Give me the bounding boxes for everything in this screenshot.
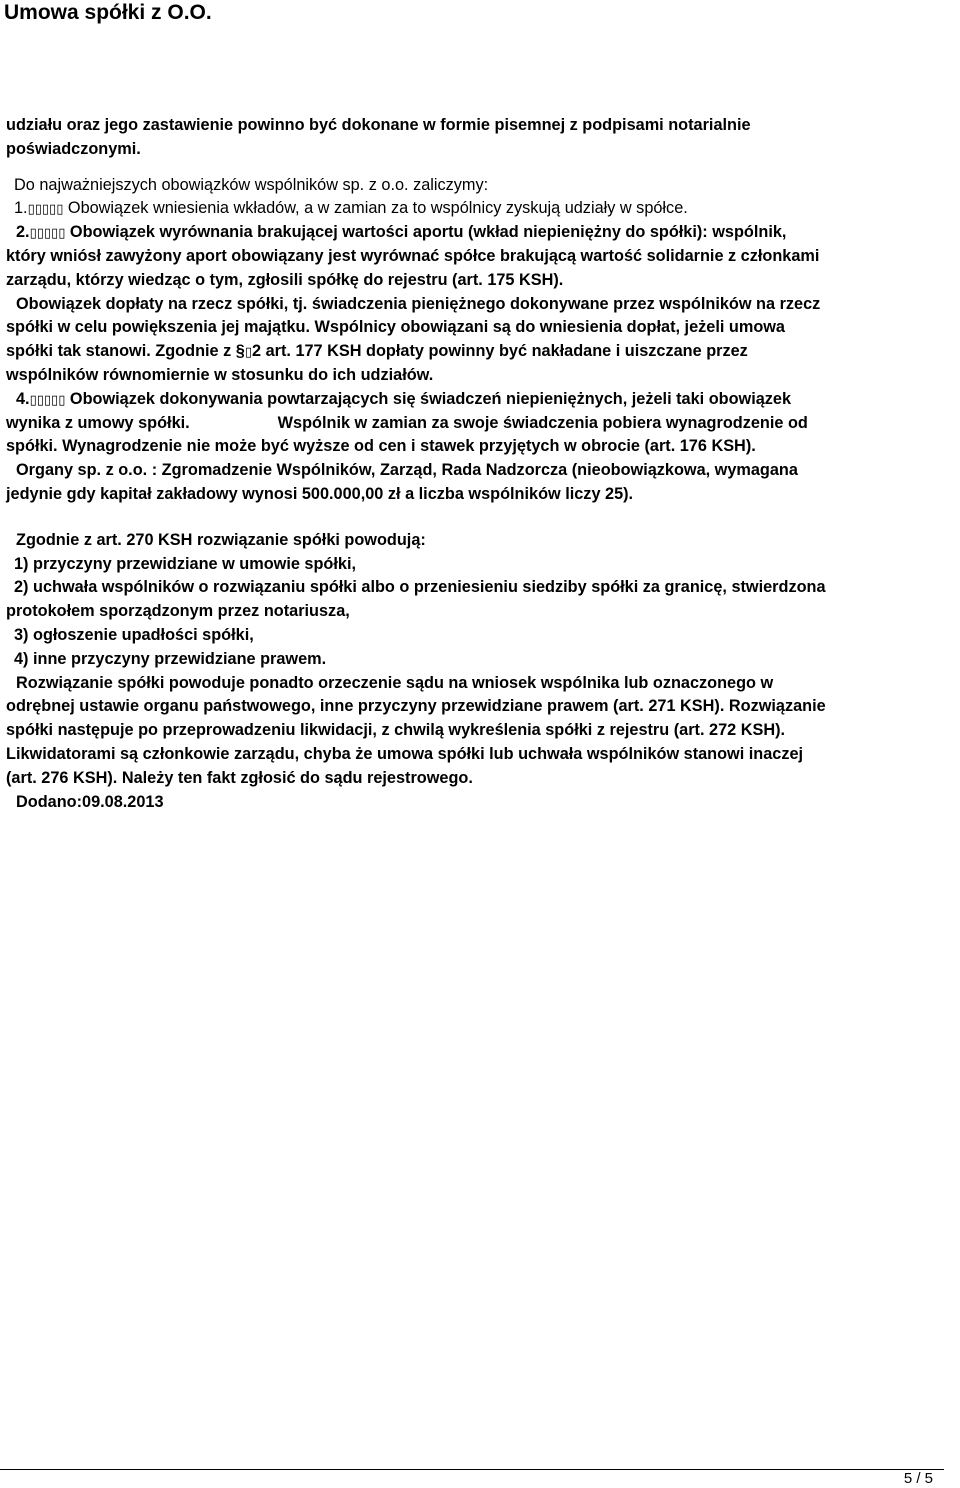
list-item: 4) inne przyczyny przewidziane prawem.: [14, 649, 327, 668]
obligation-item-3: Obowiązek dopłaty na rzecz spółki, tj. świadczenia pieniężnego dokonywane przez wspólników na rzecz: [16, 294, 821, 313]
paragraph-line: spółki następuje po przeprowadzeniu likwidacji, z chwilą wykreślenia spółki z rejestru (art. 272 KSH).: [6, 721, 786, 740]
paragraph-line: spółki. Wynagrodzenie nie może być wyższe od cen i stawek przyjętych w obrocie (art. 176 KSH).: [6, 437, 756, 456]
placeholder-glyphs: ▯▯▯▯▯: [29, 391, 66, 407]
document-body: [6, 114, 952, 814]
paragraph-line: Likwidatorami są członkowie zarządu, chyba że umowa spółki lub uchwała wspólników stanowi inaczej: [6, 744, 804, 763]
paragraph-line: zarządu, którzy wiedząc o tym, zgłosili spółkę do rejestru (art. 175 KSH).: [6, 270, 564, 289]
placeholder-glyph: ▯: [244, 344, 252, 360]
obligations-intro: Do najważniejszych obowiązków wspólników sp. z o.o. zaliczymy:: [14, 175, 489, 194]
paragraph-line: wspólników równomiernie w stosunku do ich udziałów.: [6, 365, 434, 384]
paragraph-line: spółki w celu powiększenia jej majątku. Wspólnicy obowiązani są do wniesienia dopłat, jeżeli umowa: [6, 318, 785, 337]
dissolution-intro: Zgodnie z art. 270 KSH rozwiązanie spółki powodują:: [16, 530, 426, 549]
paragraph-line: udziału oraz jego zastawienie powinno być dokonane w formie pisemnej z podpisami notarialnie: [6, 116, 751, 134]
paragraph-line: odrębnej ustawie organu państwowego, inne przyczyny przewidziane prawem (art. 271 KSH). Rozwiązanie: [6, 697, 826, 716]
placeholder-glyphs: ▯▯▯▯▯: [27, 201, 64, 217]
list-item: 1) przyczyny przewidziane w umowie spółki,: [14, 554, 356, 573]
page-number: 5 / 5: [903, 1470, 933, 1487]
section-sign: §: [235, 342, 245, 361]
list-item: 2) uchwała wspólników o rozwiązaniu spółki albo o przeniesieniu siedziby spółki za granicę, stwierdzona: [14, 578, 826, 597]
paragraph-line: (art. 276 KSH). Należy ten fakt zgłosić do sądu rejestrowego.: [6, 768, 473, 787]
obligation-item-2: 2.▯▯▯▯▯ Obowiązek wyrównania brakującej wartości aportu (wkład niepieniężny do spółki): wspólnik,: [6, 221, 952, 245]
obligation-item-4: 4.▯▯▯▯▯ Obowiązek dokonywania powtarzających się świadczeń niepieniężnych, jeżeli taki obowiązek: [6, 388, 952, 412]
organs-paragraph: Organy sp. z o.o. : Zgromadzenie Wspólników, Zarząd, Rada Nadzorcza (nieobowiązkowa, wymagana: [16, 461, 798, 480]
closing-paragraph: Rozwiązanie spółki powoduje ponadto orzeczenie sądu na wniosek wspólnika lub oznaczonego w: [16, 673, 774, 692]
placeholder-glyphs: ▯▯▯▯▯: [29, 225, 66, 241]
footer-divider: [0, 1469, 944, 1470]
paragraph-line: jedynie gdy kapitał zakładowy wynosi 500.000,00 zł a liczba wspólników liczy 25).: [6, 484, 634, 503]
document-title: Umowa spółki z O.O.: [4, 1, 212, 24]
paragraph-line: poświadczonymi.: [6, 139, 141, 158]
date-added: Dodano:09.08.2013: [16, 792, 164, 811]
obligation-item-1: 1.▯▯▯▯▯ Obowiązek wniesienia wkładów, a w zamian za to wspólnicy zyskują udziały w spółce.: [6, 197, 952, 221]
paragraph-line: który wniósł zawyżony aport obowiązany jest wyrównać spółce brakującą wartość solidarnie z członkami: [6, 246, 820, 265]
paragraph-line: spółki tak stanowi. Zgodnie z §▯2 art. 177 KSH dopłaty powinny być nakładane i uiszczane przez: [6, 340, 952, 364]
paragraph-line: wynika z umowy spółki. Wspólnik w zamian za swoje świadczenia pobiera wynagrodzenie od: [6, 413, 808, 432]
list-item-continuation: protokołem sporządzonym przez notariusza,: [6, 602, 350, 621]
list-item: 3) ogłoszenie upadłości spółki,: [14, 625, 254, 644]
